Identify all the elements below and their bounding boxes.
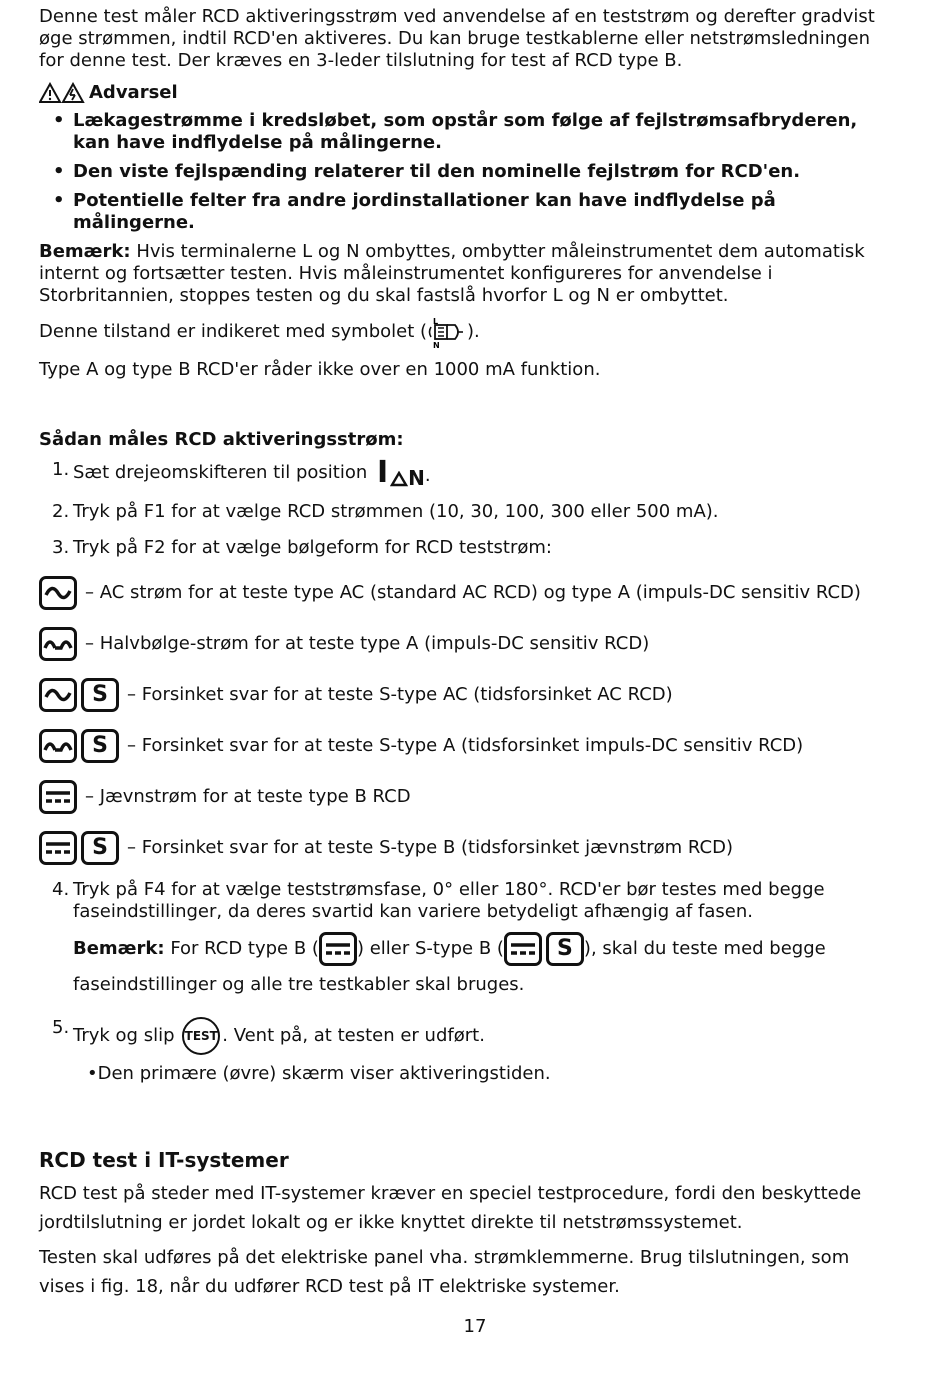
svg-text:N: N bbox=[433, 341, 440, 349]
step-text-after: . Vent på, at testen er udført. bbox=[222, 1025, 485, 1046]
document-page bbox=[39, 6, 889, 1307]
step-5-sub-bullet: • Den primære (øvre) skærm viser aktiveringstiden. bbox=[87, 1063, 889, 1085]
step-text: Sæt drejeomskifteren til position bbox=[73, 462, 368, 483]
waveform-ac-text: – AC strøm for at teste type AC (standard AC RCD) og type A (impuls-DC sensitiv RCD) bbox=[85, 582, 861, 603]
step-1 bbox=[52, 455, 889, 490]
symbol-line-before: Denne tilstand er indikeret med symbolet ( bbox=[39, 321, 428, 342]
dc-icon bbox=[319, 932, 357, 966]
page-number: 17 bbox=[463, 1316, 487, 1337]
s-type-icon bbox=[81, 678, 119, 712]
step-text-before: Tryk og slip bbox=[73, 1025, 175, 1046]
warning-heading bbox=[39, 82, 889, 104]
note-text-3: ), skal du teste med begge faseindstillinger og alle tre testkabler skal bruges. bbox=[73, 938, 826, 995]
waveform-halfwave-s bbox=[39, 726, 889, 766]
waveform-halfwave-text: – Halvbølge-strøm for at teste type A (impuls-DC sensitiv RCD) bbox=[85, 633, 650, 654]
waveform-dc-text: – Jævnstrøm for at teste type B RCD bbox=[85, 786, 411, 807]
waveform-halfwave-s-text: – Forsinket svar for at teste S-type A (tidsforsinket impuls-DC sensitiv RCD) bbox=[127, 735, 804, 756]
section-title-it: RCD test i IT-systemer bbox=[39, 1148, 289, 1172]
step-2 bbox=[52, 501, 889, 523]
symbol-line-after: ). bbox=[467, 321, 480, 342]
step-number: 4. bbox=[52, 879, 70, 900]
step-text: Tryk på F4 for at vælge teststrømsfase, 0° eller 180°. RCD'er bør testes med begge faseindstillinger, da deres svartid kan variere betydeligt afhængig af fasen. bbox=[73, 879, 825, 922]
steps-list bbox=[39, 455, 889, 559]
step-number: 5. bbox=[52, 1017, 70, 1038]
s-letter: S bbox=[556, 936, 573, 961]
s-letter: S bbox=[92, 835, 108, 860]
step-number: 2. bbox=[52, 501, 70, 522]
rcd-symbol-i: I bbox=[376, 455, 389, 490]
waveform-dc-s-text: – Forsinket svar for at teste S-type B (tidsforsinket jævnstrøm RCD) bbox=[127, 837, 733, 858]
s-letter: S bbox=[92, 733, 108, 758]
s-type-icon bbox=[81, 831, 119, 865]
waveform-dc-s bbox=[39, 828, 889, 868]
steps-list-continued bbox=[39, 879, 889, 1085]
note-label: Bemærk: bbox=[39, 241, 131, 262]
step-5 bbox=[52, 1017, 889, 1085]
delta-icon bbox=[390, 471, 408, 487]
warning-item: • Lækagestrømme i kredsløbet, som opstår som følge af fejlstrømsafbryderen, kan have indflydelse på målingerne. bbox=[73, 110, 889, 154]
note-rcd-type-b bbox=[73, 931, 889, 1003]
svg-text:L: L bbox=[433, 317, 439, 326]
waveform-ac-s bbox=[39, 675, 889, 715]
step-text: Tryk på F2 for at vælge bølgeform for RCD teststrøm: bbox=[73, 537, 552, 558]
howto-heading: Sådan måles RCD aktiveringsstrøm: bbox=[39, 429, 404, 450]
waveform-ac-s-text: – Forsinket svar for at teste S-type AC (tidsforsinket AC RCD) bbox=[127, 684, 673, 705]
halfwave-icon bbox=[39, 729, 77, 763]
warning-item: • Potentielle felter fra andre jordinstallationer kan have indflydelse på målingerne. bbox=[73, 190, 889, 234]
note-label: Bemærk: bbox=[73, 938, 165, 959]
note-text: Hvis terminalerne L og N ombyttes, ombytter måleinstrumentet dem automatisk internt og fortsætter testen. Hvis måleinstrumentet konfigureres for anvendelse i Storbritannien, stoppes testen og du skal fastslå hvorfor L og N er ombyttet. bbox=[39, 241, 865, 306]
it-paragraph-1: RCD test på steder med IT-systemer kræver en speciel testprocedure, fordi den beskyttede jordtilslutning er jordet lokalt og er ikke knyttet direkte til netstrømssystemet. bbox=[39, 1183, 862, 1233]
warning-title: Advarsel bbox=[89, 82, 178, 103]
symbol-line bbox=[39, 315, 889, 349]
step-4 bbox=[52, 879, 889, 1003]
type-note: Type A og type B RCD'er råder ikke over en 1000 mA funktion. bbox=[39, 359, 601, 380]
ac-sine-icon bbox=[39, 678, 77, 712]
note-paragraph bbox=[39, 241, 889, 307]
note-text-2: ) eller S-type B ( bbox=[356, 938, 504, 959]
intro-paragraph: Denne test måler RCD aktiveringsstrøm ved anvendelse af en teststrøm og derefter gradvist øge strømmen, indtil RCD'en aktiveres. Du kan bruge testkablerne eller netstrømsledningen for denne test. Der kræves en 3-leder tilslutning for test af RCD type B. bbox=[39, 6, 875, 71]
dc-icon bbox=[504, 932, 542, 966]
plug-swap-icon bbox=[427, 315, 467, 349]
waveform-list bbox=[26, 573, 889, 868]
dc-icon bbox=[39, 831, 77, 865]
dc-icon bbox=[39, 780, 77, 814]
s-type-icon bbox=[546, 932, 584, 966]
ac-sine-icon bbox=[39, 576, 77, 610]
step-number: 1. bbox=[52, 459, 70, 480]
rcd-position-symbol bbox=[376, 455, 431, 490]
warning-triangle-icon bbox=[39, 82, 85, 104]
warning-list bbox=[39, 110, 889, 234]
note-text-1: For RCD type B ( bbox=[164, 938, 319, 959]
waveform-dc bbox=[39, 777, 889, 817]
warning-item: • Den viste fejlspænding relaterer til den nominelle fejlstrøm for RCD'en. bbox=[73, 161, 889, 183]
it-paragraph-2: Testen skal udføres på det elektriske panel vha. strømklemmerne. Brug tilslutningen, som vises i fig. 18, når du udfører RCD test på IT elektriske systemer. bbox=[39, 1247, 850, 1297]
halfwave-icon bbox=[39, 627, 77, 661]
s-letter: S bbox=[92, 682, 108, 707]
s-type-icon bbox=[81, 729, 119, 763]
step-text: Tryk på F1 for at vælge RCD strømmen (10, 30, 100, 300 eller 500 mA). bbox=[73, 501, 719, 522]
step-1-period: . bbox=[424, 465, 431, 486]
waveform-ac bbox=[39, 573, 889, 613]
rcd-symbol-n: N bbox=[408, 466, 425, 490]
test-button-icon: TEST bbox=[182, 1017, 220, 1055]
step-3 bbox=[52, 537, 889, 559]
step-number: 3. bbox=[52, 537, 70, 558]
waveform-halfwave bbox=[39, 624, 889, 664]
